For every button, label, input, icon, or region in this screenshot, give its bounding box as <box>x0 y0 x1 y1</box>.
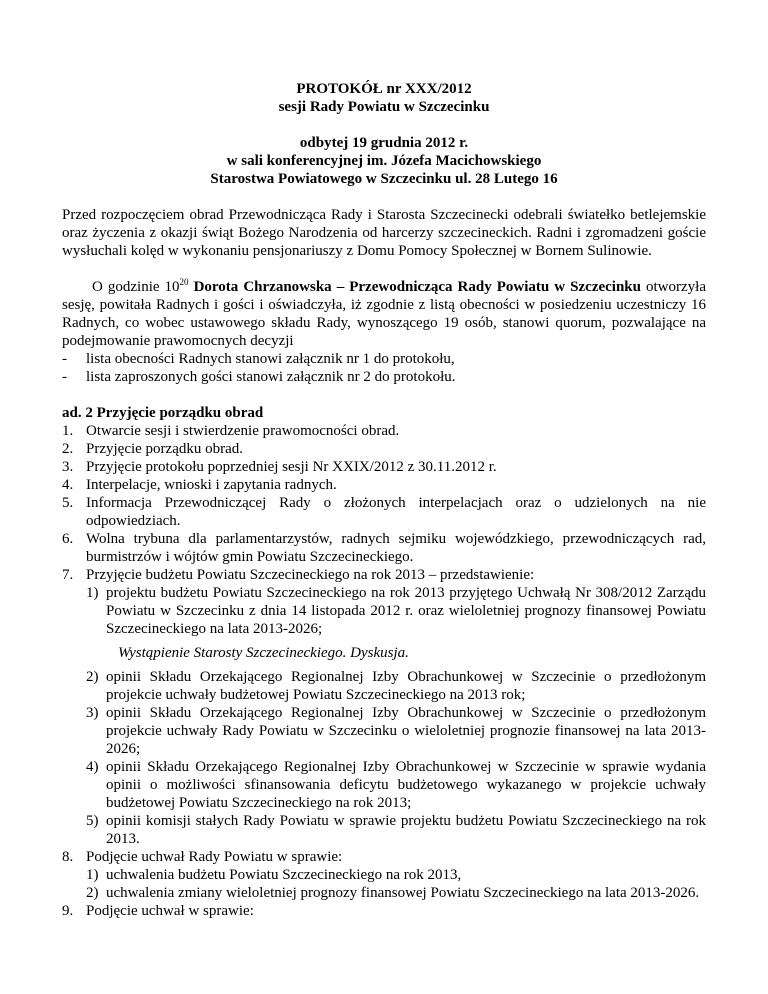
agenda-item7-sublist <box>86 584 706 848</box>
list-item: 7. Przyjęcie budżetu Powiatu Szczecineckiego na rok 2013 – przedstawienie: 1) projektu budżetu Powiatu Szczecineckiego na rok 2013 przyjętego Uchwałą Nr 308/2012 Zarządu Powiatu w Szczecinku z dnia 14 listopada 2012 r. oraz wieloletniej prognozy finansowej Powiatu Szczecineckiego na lata 2013-2026; Wystąpienie Starosty Szczecineckiego. Dyskusja. 2) opinii Składu Orzekającego Regionalnej Izby Obrachunkowej w Szczecinie o przedłożonym projekcie uchwały budżetowej Powiatu Szczecineckiego na 2013 rok; 3) opinii Składu Orzekającego Regionalnej Izby Obrachunkowej w Szczecinie o przedłożonym projekcie uchwały Rady Powiatu w Szczecinku o wieloletniej prognozie finansowej na lata 2013-2026; 4) opinii Składu Orzekającego Regionalnej Izby Obrachunkowej w Szczecinie w sprawie wydania opinii o możliwości sfinansowania deficytu budżetowego wykazanego w projekcie uchwały budżetowej Powiatu Szczecineckiego na rok 2013; 5) opinii komisji stałych Rady Powiatu w sprawie projektu budżetu Powiatu Szczecineckiego na rok 2013. <box>62 567 706 847</box>
opening-speaker: Dorota Chrzanowska – Przewodnicząca Rady Powiatu w Szczecinku <box>193 279 641 295</box>
session-place-line1: w sali konferencyjnej im. Józefa Macichowskiego <box>226 153 542 169</box>
list-item: 3. Przyjęcie protokołu poprzedniej sesji Nr XXIX/2012 z 30.11.2012 r. <box>62 459 497 475</box>
protocol-title: PROTOKÓŁ nr XXX/2012 <box>296 81 472 97</box>
item7-note: Wystąpienie Starosty Szczecineckiego. Dyskusja. <box>118 645 409 661</box>
agenda-item8-sublist <box>86 866 706 902</box>
list-item: 5) opinii komisji stałych Rady Powiatu w sprawie projektu budżetu Powiatu Szczecineckiego na rok 2013. <box>86 813 706 847</box>
list-item: 1) projektu budżetu Powiatu Szczecineckiego na rok 2013 przyjętego Uchwałą Nr 308/2012 Zarządu Powiatu w Szczecinku z dnia 14 listopada 2012 r. oraz wieloletniej prognozy finansowej Powiatu Szczecineckiego na lata 2013-2026; Wystąpienie Starosty Szczecineckiego. Dyskusja. <box>86 585 706 661</box>
list-item: 9. Podjęcie uchwał w sprawie: <box>62 903 254 919</box>
list-item: 8. Podjęcie uchwał Rady Powiatu w sprawie: 1) uchwalenia budżetu Powiatu Szczecineckiego na rok 2013, 2) uchwalenia zmiany wieloletniej prognozy finansowej Powiatu Szczecineckiego na lata 2013-2026. <box>62 848 706 902</box>
opening-paragraph <box>62 278 706 350</box>
list-item: 4. Interpelacje, wnioski i zapytania radnych. <box>62 477 337 493</box>
opening-text: otworzyła sesję, powitała Radnych i gości i oświadczyła, iż zgodnie z listą obecności w posiedzeniu uczestniczy 16 Radnych, co wobec ustawowego składu Rady, wynoszącego 19 osób, stanowi quorum, pozwalające na podejmowanie prawomocnych decyzji <box>62 279 706 349</box>
attachments-list <box>62 350 706 386</box>
agenda-list <box>62 422 706 920</box>
list-item: 2) uchwalenia zmiany wieloletniej prognozy finansowej Powiatu Szczecineckiego na lata 2013-2026. <box>86 885 700 901</box>
session-place-line2: Starostwa Powiatowego w Szczecinku ul. 28 Lutego 16 <box>210 171 558 187</box>
opening-minutes: 20 <box>179 277 189 287</box>
session-date: odbytej 19 grudnia 2012 r. <box>299 135 469 151</box>
list-item: 4) opinii Składu Orzekającego Regionalnej Izby Obrachunkowej w Szczecinie w sprawie wydania opinii o możliwości sfinansowania deficytu budżetowego wykazanego w projekcie uchwały budżetowej Powiatu Szczecineckiego na rok 2013; <box>86 759 706 811</box>
list-item: - lista obecności Radnych stanowi załącznik nr 1 do protokołu, <box>62 351 455 367</box>
list-item: - lista zaproszonych gości stanowi załącznik nr 2 do protokołu. <box>62 369 456 385</box>
list-item: 6. Wolna trybuna dla parlamentarzystów, radnych sejmiku wojewódzkiego, przewodniczących rad, burmistrzów i wójtów gmin Powiatu Szczecineckiego. <box>62 531 706 565</box>
list-item: 1. Otwarcie sesji i stwierdzenie prawomocności obrad. <box>62 423 400 439</box>
list-item: 2. Przyjęcie porządku obrad. <box>62 441 244 457</box>
intro-paragraph: Przed rozpoczęciem obrad Przewodnicząca Rady i Starosta Szczecinecki odebrali światełko betlejemskie oraz życzenia z okazji świąt Bożego Narodzenia od harcerzy szczecineckich. Radni i zgromadzeni goście wysłuchali kolęd w wykonaniu pensjonariuszy z Domu Pomocy Społecznej w Bornem Sulinowie. <box>62 207 706 259</box>
document-page <box>62 80 706 920</box>
list-item: 3) opinii Składu Orzekającego Regionalnej Izby Obrachunkowej w Szczecinie o przedłożonym projekcie uchwały Rady Powiatu w Szczecinku o wieloletniej prognozie finansowej na lata 2013-2026; <box>86 705 706 757</box>
list-item: 5. Informacja Przewodniczącej Rady o złożonych interpelacjach oraz o udzielonych na nie odpowiedziach. <box>62 495 706 529</box>
opening-prefix: O godzinie 10 <box>92 279 180 295</box>
title-block <box>62 80 706 188</box>
list-item: 1) uchwalenia budżetu Powiatu Szczecineckiego na rok 2013, <box>86 867 462 883</box>
list-item: 2) opinii Składu Orzekającego Regionalnej Izby Obrachunkowej w Szczecinie o przedłożonym projekcie uchwały budżetowej Powiatu Szczecineckiego na 2013 rok; <box>86 669 706 703</box>
protocol-subtitle: sesji Rady Powiatu w Szczecinku <box>278 99 490 115</box>
agenda-heading: ad. 2 Przyjęcie porządku obrad <box>62 405 264 421</box>
